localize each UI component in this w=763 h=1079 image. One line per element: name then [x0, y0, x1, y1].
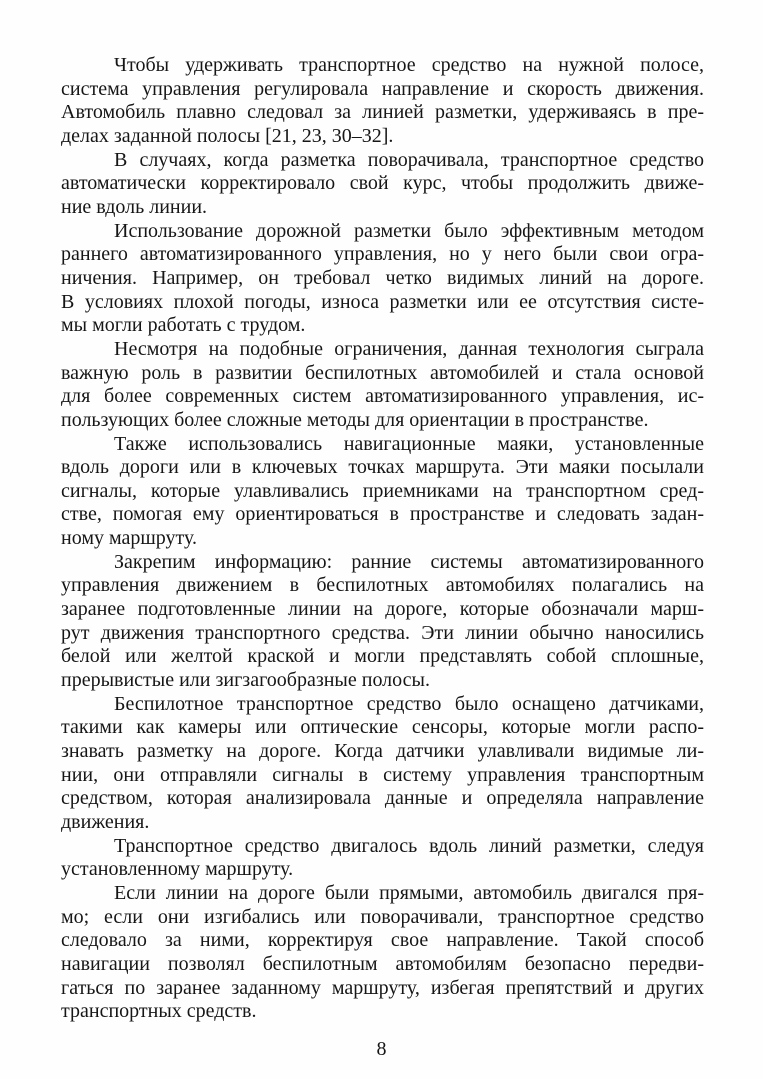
- text-line: Автомобиль плавно следовал за линией разметки, удерживаясь в пре-: [61, 101, 704, 124]
- text-line: делах заданной полосы [21, 23, 30–32].: [61, 124, 394, 147]
- paragraph: [61, 220, 704, 338]
- text-line: прерывистые или зигзагообразные полосы.: [61, 669, 430, 692]
- text-line: вдоль дороги или в ключевых точках маршрута. Эти маяки посылали: [61, 456, 704, 479]
- text-line: знавать разметку на дороге. Когда датчики улавливали видимые ли-: [61, 740, 704, 763]
- text-line: мо; если они изгибались или поворачивали, транспортное средство: [61, 905, 704, 928]
- text-line: управления движением в беспилотных автомобилях полагались на: [61, 574, 704, 597]
- text-line: мы могли работать с трудом.: [61, 314, 306, 337]
- text-line: Если линии на дороге были прямыми, автомобиль двигался пря-: [114, 881, 704, 904]
- text-line: такими как камеры или оптические сенсоры, которые могли распо-: [61, 716, 704, 739]
- text-line: Несмотря на подобные ограничения, данная технология сыграла: [114, 337, 704, 360]
- text-line: нии, они отправляли сигналы в систему управления транспортным: [61, 763, 704, 786]
- text-line: рут движения транспортного средства. Эти линии обычно наносились: [61, 621, 704, 644]
- text-line: сигналы, которые улавливались приемниками на транспортном сред-: [61, 479, 704, 502]
- text-line: В условиях плохой погоды, износа разметки или ее отсутствия систе-: [61, 290, 704, 313]
- paragraph: [61, 433, 704, 551]
- text-line: ние вдоль линии.: [61, 195, 208, 218]
- text-line: Транспортное средство двигалось вдоль линий разметки, следуя: [114, 834, 704, 857]
- text-line: пользующих более сложные методы для ориентации в пространстве.: [61, 408, 649, 431]
- text-line: Закрепим информацию: ранние системы автоматизированного: [114, 550, 704, 573]
- text-line: средством, которая анализировала данные и определяла направление: [61, 787, 704, 810]
- paragraph: [61, 693, 704, 835]
- text-line: гаться по заранее заданному маршруту, избегая препятствий и других: [61, 976, 704, 999]
- text-line: Беспилотное транспортное средство было оснащено датчиками,: [114, 692, 704, 715]
- text-line: навигации позволял беспилотным автомобилям безопасно передви-: [61, 952, 704, 975]
- text-line: заранее подготовленные линии на дороге, которые обозначали марш-: [61, 598, 704, 621]
- text-line: Чтобы удерживать транспортное средство на нужной полосе,: [114, 54, 704, 76]
- text-line: В случаях, когда разметка поворачивала, транспортное средство: [114, 148, 704, 171]
- text-line: ному маршруту.: [61, 527, 197, 550]
- text-line: система управления регулировала направление и скорость движения.: [61, 77, 704, 100]
- paragraph: [61, 338, 704, 433]
- text-line: транспортных средств.: [61, 1000, 257, 1023]
- text-line: автоматически корректировало свой курс, чтобы продолжить движе-: [61, 172, 704, 195]
- page-footer: [0, 1037, 763, 1061]
- text-line: белой или желтой краской и могли представлять собой сплошные,: [61, 645, 704, 668]
- paragraph: [61, 835, 704, 882]
- text-line: Использование дорожной разметки было эффективным методом: [114, 219, 704, 242]
- paragraph: [61, 54, 704, 149]
- text-line: движения.: [61, 811, 150, 833]
- paragraph: [61, 882, 704, 1024]
- paragraph: [61, 149, 704, 220]
- text-line: Также использовались навигационные маяки, установленные: [114, 432, 704, 455]
- paragraph: [61, 551, 704, 693]
- text-line: установленному маршруту.: [61, 858, 294, 881]
- text-line: раннего автоматизированного управления, но у него были свои огра-: [61, 243, 704, 266]
- page-number: 8: [376, 1038, 387, 1060]
- text-line: ничения. Например, он требовал четко видимых линий на дороге.: [61, 266, 704, 289]
- text-block: [61, 54, 704, 1024]
- text-line: стве, помогая ему ориентироваться в пространстве и следовать задан-: [61, 503, 704, 526]
- text-line: для более современных систем автоматизированного управления, ис-: [61, 385, 704, 408]
- text-line: следовало за ними, корректируя свое направление. Такой способ: [61, 929, 704, 952]
- text-line: важную роль в развитии беспилотных автомобилей и стала основой: [61, 361, 704, 384]
